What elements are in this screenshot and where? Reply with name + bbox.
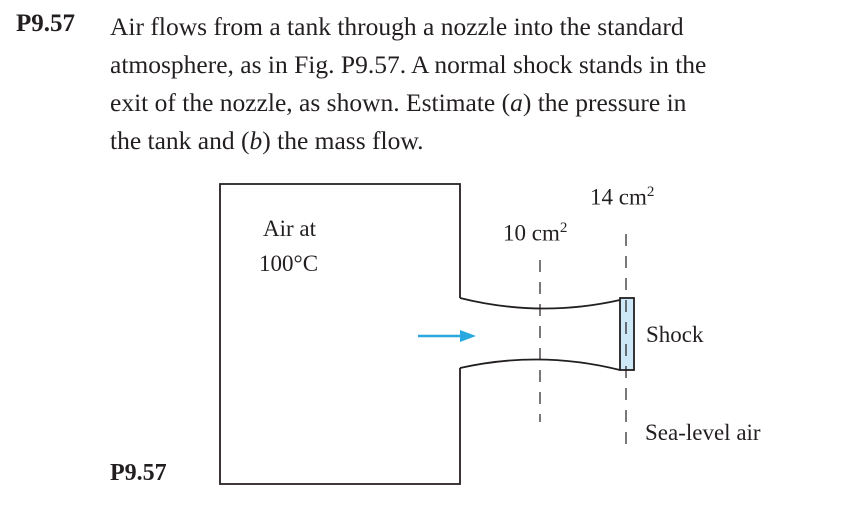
shock-wave [620,298,634,370]
throat-area-label: 10 $cm^2$ [503,220,568,246]
problem-line-1: Air flows from a tank through a nozzle into the standard [110,12,684,41]
figure-label: P9.57 [110,460,167,486]
problem-line-4a: the tank and ( [110,126,250,155]
nozzle-lower-wall [460,359,620,370]
problem-line-3a: exit of the nozzle, as shown. Estimate ( [110,88,511,117]
problem-number: P9.57 [16,10,76,37]
part-a-letter: a [510,88,523,117]
shock-label: Shock [646,322,704,347]
tank-label-line-2: 100°C [259,251,319,276]
problem-line-4b: ) the mass flow. [262,126,424,155]
part-b-letter: b [249,126,263,155]
tank-label-line-1: Air at [263,216,317,241]
exit-area-label: 14 $cm^2$ [590,184,655,210]
problem-line-2: atmosphere, as in Fig. P9.57. A normal shock stands in the [110,50,707,79]
tank-outline [220,184,460,484]
problem-line-3b: ) the pressure in [522,88,687,117]
flow-arrow-head [460,330,476,342]
ambient-label: Sea-level air [645,420,761,445]
